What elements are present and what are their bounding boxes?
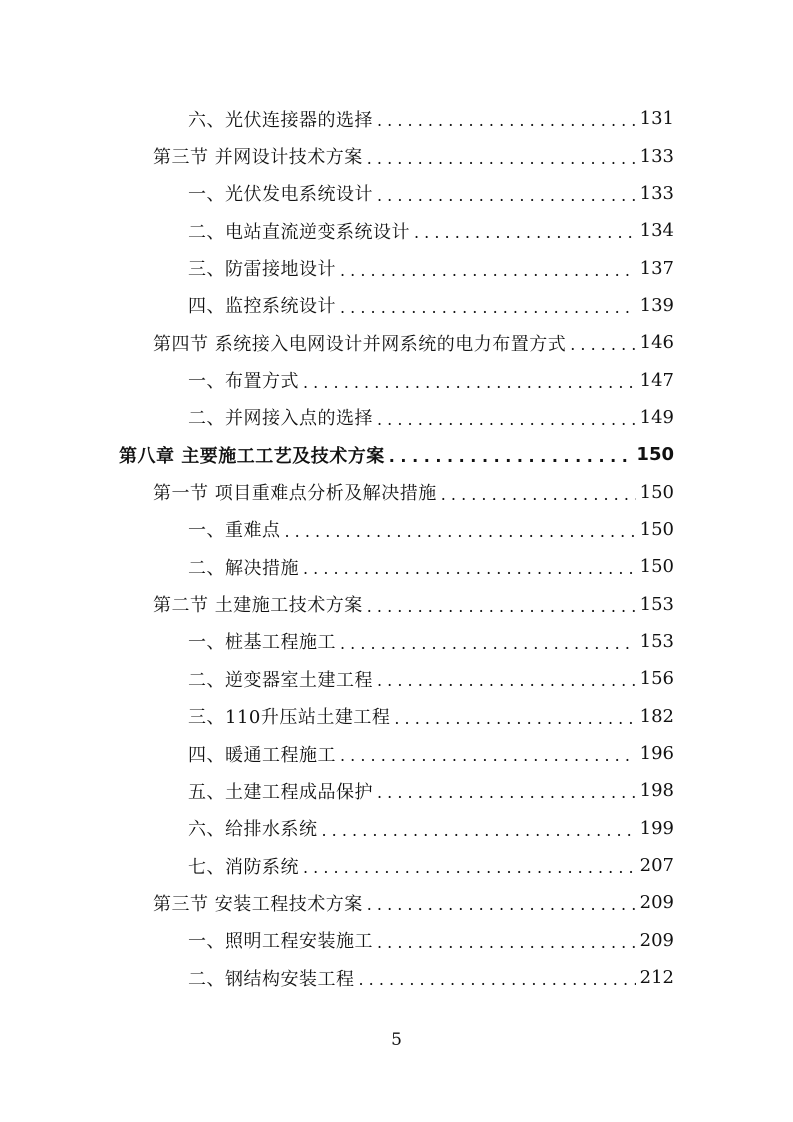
toc-entry-title: 第一节 项目重难点分析及解决措施 xyxy=(153,483,437,505)
toc-entry-page-number: 134 xyxy=(639,220,674,242)
toc-entry-section[interactable] xyxy=(0,585,793,622)
toc-dot-leader xyxy=(377,410,636,429)
toc-dot-leader xyxy=(367,149,636,168)
toc-entry-item[interactable] xyxy=(0,810,793,847)
toc-entry-item[interactable] xyxy=(0,772,793,809)
toc-entry-title: 六、给排水系统 xyxy=(188,819,318,841)
toc-dot-leader xyxy=(367,895,636,914)
toc-entry-title: 二、解决措施 xyxy=(188,557,299,579)
toc-entry-page-number: 150 xyxy=(639,518,674,540)
toc-entry-page-number: 182 xyxy=(639,705,674,727)
toc-entry-title: 二、钢结构安装工程 xyxy=(188,968,355,990)
toc-entry-item[interactable] xyxy=(0,698,793,735)
toc-entry-section[interactable] xyxy=(0,884,793,921)
toc-dot-leader xyxy=(441,485,636,504)
toc-entry-title: 二、并网接入点的选择 xyxy=(188,408,373,430)
toc-entry-title: 一、照明工程安装施工 xyxy=(188,931,373,953)
toc-entry-page-number: 147 xyxy=(639,369,674,391)
toc-entry-item[interactable] xyxy=(0,623,793,660)
toc-entry-page-number: 131 xyxy=(639,108,674,130)
toc-dot-leader xyxy=(340,298,636,317)
toc-entry-page-number: 153 xyxy=(639,630,674,652)
toc-dot-leader xyxy=(285,522,636,541)
toc-dot-leader xyxy=(340,746,636,765)
toc-entry-page-number: 153 xyxy=(639,593,674,615)
toc-entry-title: 第八章 主要施工工艺及技术方案 xyxy=(119,445,385,467)
toc-entry-item[interactable] xyxy=(0,287,793,324)
toc-dot-leader xyxy=(303,559,636,578)
toc-entry-title: 三、防雷接地设计 xyxy=(188,259,336,281)
toc-entry-page-number: 139 xyxy=(639,294,674,316)
toc-entry-title: 四、监控系统设计 xyxy=(188,296,336,318)
toc-entry-item[interactable] xyxy=(0,922,793,959)
toc-dot-leader xyxy=(367,597,636,616)
toc-entry-item[interactable] xyxy=(0,735,793,772)
toc-dot-leader xyxy=(377,111,636,130)
page-number: 5 xyxy=(391,1030,402,1050)
toc-dot-leader xyxy=(340,634,636,653)
toc-entry-page-number: 209 xyxy=(639,892,674,914)
toc-entry-title: 第三节 安装工程技术方案 xyxy=(153,893,363,915)
toc-entry-item[interactable] xyxy=(0,959,793,996)
toc-entry-item[interactable] xyxy=(0,660,793,697)
toc-entry-item[interactable] xyxy=(0,399,793,436)
toc-entry-title: 六、光伏连接器的选择 xyxy=(188,109,373,131)
toc-entry-page-number: 137 xyxy=(639,257,674,279)
toc-entry-item[interactable] xyxy=(0,548,793,585)
toc-entry-item[interactable] xyxy=(0,511,793,548)
toc-entry-title: 四、暖通工程施工 xyxy=(188,744,336,766)
toc-dot-leader xyxy=(394,709,635,728)
toc-entry-page-number: 156 xyxy=(639,668,674,690)
toc-entry-title: 一、布置方式 xyxy=(188,371,299,393)
toc-entry-page-number: 149 xyxy=(639,406,674,428)
toc-entry-title: 二、逆变器室土建工程 xyxy=(188,669,373,691)
toc-entry-item[interactable] xyxy=(0,212,793,249)
toc-dot-leader xyxy=(570,335,635,354)
toc-entry-section[interactable] xyxy=(0,137,793,174)
toc-entry-page-number: 212 xyxy=(639,967,674,989)
toc-entry-page-number: 199 xyxy=(639,817,674,839)
toc-entry-page-number: 150 xyxy=(639,556,674,578)
toc-entry-title: 第四节 系统接入电网设计并网系统的电力布置方式 xyxy=(153,333,567,355)
toc-dot-leader xyxy=(377,933,636,952)
toc-dot-leader xyxy=(322,821,636,840)
toc-entry-title: 一、重难点 xyxy=(188,520,281,542)
toc-dot-leader xyxy=(414,223,636,242)
toc-dot-leader xyxy=(359,970,636,989)
toc-entry-page-number: 150 xyxy=(639,481,674,503)
toc-entry-page-number: 133 xyxy=(639,145,674,167)
toc-entry-chapter[interactable] xyxy=(0,436,793,473)
toc-entry-page-number: 133 xyxy=(639,182,674,204)
toc-entry-page-number: 146 xyxy=(639,332,674,354)
toc-entry-title: 一、光伏发电系统设计 xyxy=(188,184,373,206)
toc-dot-leader xyxy=(377,671,636,690)
toc-entry-title: 一、桩基工程施工 xyxy=(188,632,336,654)
toc-entry-item[interactable] xyxy=(0,100,793,137)
toc-entry-item[interactable] xyxy=(0,249,793,286)
toc-entry-title: 第二节 土建施工技术方案 xyxy=(153,595,363,617)
toc-dot-leader xyxy=(340,261,636,280)
toc-entry-item[interactable] xyxy=(0,175,793,212)
toc-dot-leader xyxy=(303,373,636,392)
toc-entry-item[interactable] xyxy=(0,847,793,884)
toc-dot-leader xyxy=(377,783,636,802)
toc-entry-title: 七、消防系统 xyxy=(188,856,299,878)
toc-dot-leader xyxy=(389,447,633,466)
toc-entry-section[interactable] xyxy=(0,473,793,510)
table-of-contents xyxy=(0,100,793,996)
toc-entry-page-number: 209 xyxy=(639,929,674,951)
toc-dot-leader xyxy=(377,186,636,205)
toc-entry-page-number: 207 xyxy=(639,855,674,877)
toc-entry-title: 二、电站直流逆变系统设计 xyxy=(188,221,410,243)
toc-entry-page-number: 150 xyxy=(636,444,674,466)
toc-dot-leader xyxy=(303,858,636,877)
toc-entry-page-number: 198 xyxy=(639,780,674,802)
toc-entry-page-number: 196 xyxy=(639,743,674,765)
toc-entry-title: 第三节 并网设计技术方案 xyxy=(153,147,363,169)
toc-entry-title: 三、110升压站土建工程 xyxy=(188,707,391,729)
toc-entry-section[interactable] xyxy=(0,324,793,361)
toc-entry-title: 五、土建工程成品保护 xyxy=(188,781,373,803)
toc-entry-item[interactable] xyxy=(0,361,793,398)
